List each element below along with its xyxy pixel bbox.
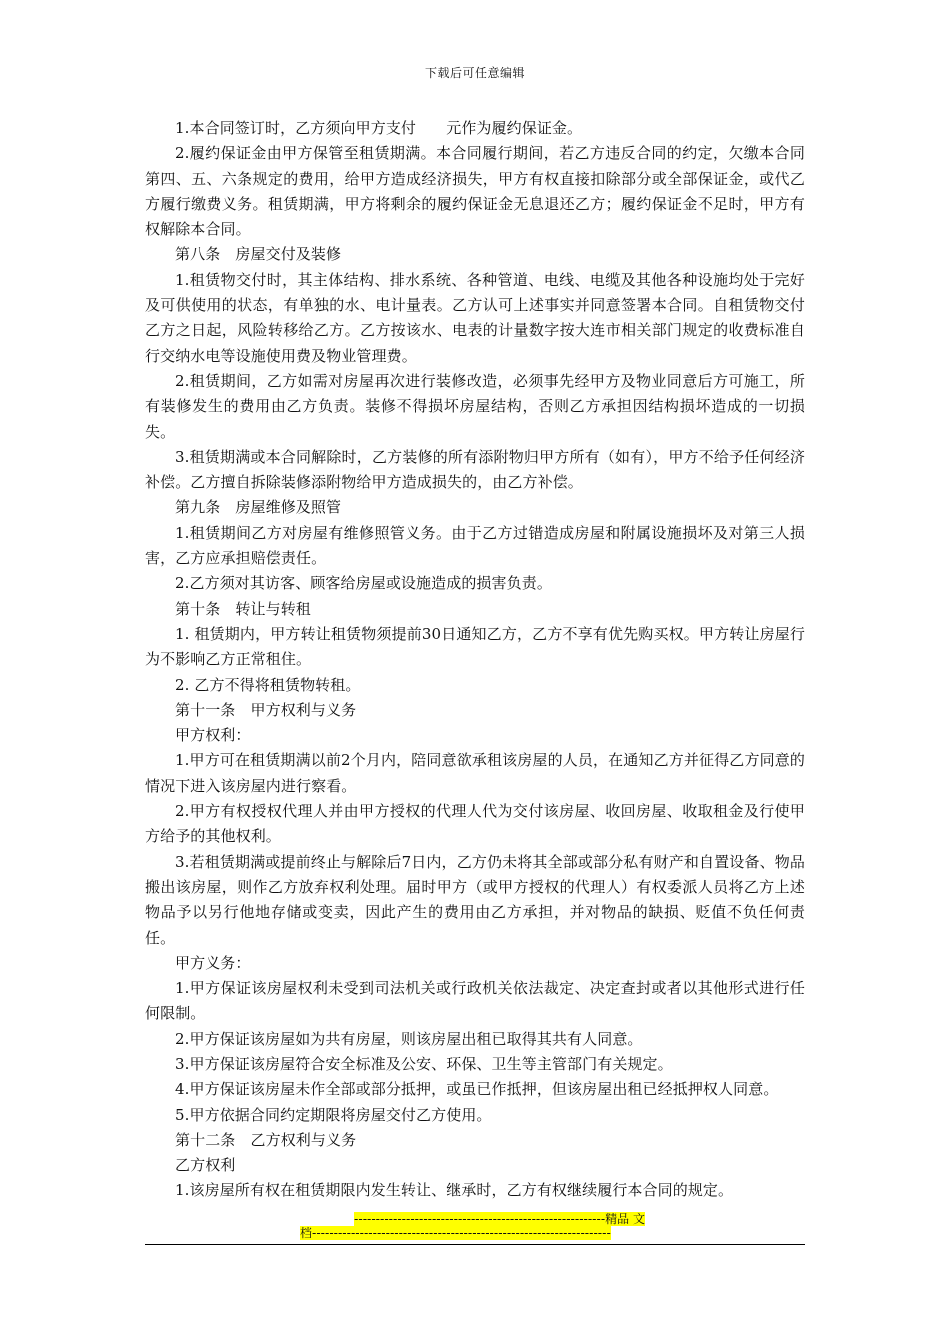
paragraph: 3.租赁期满或本合同解除时，乙方装修的所有添附物归甲方所有（如有），甲方不给予任何经济补偿。乙方擅自拆除装修添附物给甲方造成损失的，由乙方补偿。 — [145, 447, 805, 492]
article-heading: 第十一条 甲方权利与义务 — [175, 700, 357, 719]
footer-line — [300, 1212, 645, 1226]
footer-highlight: ----------------------------------------------------------精品 文 — [354, 1212, 645, 1226]
paragraph: 2.甲方有权授权代理人并由甲方授权的代理人代为交付该房屋、收回房屋、收取租金及行使甲方给予的其他权利。 — [145, 802, 805, 846]
document-body — [145, 116, 805, 1204]
article-heading: 第九条 房屋维修及照管 — [175, 498, 342, 517]
paragraph: 1.本合同签订时，乙方须向甲方支付 元作为履约保证金。 — [175, 119, 583, 137]
page-footer — [300, 1212, 645, 1240]
sub-heading: 乙方权利 — [175, 1156, 236, 1175]
sub-heading: 甲方权利： — [175, 726, 251, 745]
paragraph: 1.该房屋所有权在租赁期限内发生转让、继承时，乙方有权继续履行本合同的规定。 — [175, 1181, 734, 1200]
paragraph: 3.甲方保证该房屋符合安全标准及公安、环保、卫生等主管部门有关规定。 — [175, 1054, 673, 1073]
footer-line — [300, 1226, 645, 1240]
footer-highlight: 档--------------------------------------------------------------------- — [300, 1226, 611, 1240]
paragraph: 4.甲方保证该房屋未作全部或部分抵押，或虽已作抵押，但该房屋出租已经抵押权人同意。 — [175, 1080, 779, 1099]
article-heading: 第十二条 乙方权利与义务 — [175, 1130, 357, 1149]
footer-divider — [145, 1244, 805, 1245]
page-header: 下载后可任意编辑 — [424, 66, 525, 80]
paragraph: 2.履约保证金由甲方保管至租赁期满。本合同履行期间，若乙方违反合同的约定，欠缴本合同第四、五、六条规定的费用，给甲方造成经济损失，甲方有权直接扣除部分或全部保证金，或代乙方履行缴费义务。租赁期满，甲方将剩余的履约保证金无息退还乙方；履约保证金不足时，甲方有权解除本合同。 — [145, 144, 805, 239]
sub-heading: 甲方义务： — [175, 953, 251, 972]
paragraph: 5.甲方依据合同约定期限将房屋交付乙方使用。 — [175, 1105, 492, 1124]
article-heading: 第十条 转让与转租 — [175, 599, 311, 618]
paragraph: 2. 乙方不得将租赁物转租。 — [175, 675, 361, 694]
paragraph: 2.租赁期间，乙方如需对房屋再次进行装修改造，必须事先经甲方及物业同意后方可施工，所有装修发生的费用由乙方负责。装修不得损坏房屋结构，否则乙方承担因结构损坏造成的一切损失。 — [145, 371, 805, 441]
paragraph: 1.甲方可在租赁期满以前2个月内，陪同意欲承租该房屋的人员，在通知乙方并征得乙方同意的情况下进入该房屋内进行察看。 — [145, 751, 805, 795]
paragraph: 1.租赁物交付时，其主体结构、排水系统、各种管道、电线、电缆及其他各种设施均处于完好及可供使用的状态，有单独的水、电计量表。乙方认可上述事实并同意签署本合同。自租赁物交付乙方之日起，风险转移给乙方。乙方按该水、电表的计量数字按大连市相关部门规定的收费标准自行交纳水电等设施使用费及物业管理费。 — [145, 270, 805, 365]
paragraph: 2.甲方保证该房屋如为共有房屋，则该房屋出租已取得其共有人同意。 — [175, 1029, 643, 1048]
paragraph: 1.甲方保证该房屋权利未受到司法机关或行政机关依法裁定、决定查封或者以其他形式进行任何限制。 — [145, 979, 805, 1023]
article-heading: 第八条 房屋交付及装修 — [175, 245, 342, 264]
paragraph: 1.租赁期间乙方对房屋有维修照管义务。由于乙方过错造成房屋和附属设施损坏及对第三人损害，乙方应承担赔偿责任。 — [145, 523, 805, 568]
paragraph: 2.乙方须对其访客、顾客给房屋或设施造成的损害负责。 — [175, 574, 552, 593]
paragraph: 1. 租赁期内，甲方转让租赁物须提前30日通知乙方，乙方不享有优先购买权。甲方转让房屋行为不影响乙方正常租住。 — [145, 624, 805, 669]
paragraph: 3.若租赁期满或提前终止与解除后7日内，乙方仍未将其全部或部分私有财产和自置设备、物品搬出该房屋，则作乙方放弃权利处理。届时甲方（或甲方授权的代理人）有权委派人员将乙方上述物品予以另行他地存储或变卖，因此产生的费用由乙方承担，并对物品的缺损、贬值不负任何责任。 — [145, 852, 805, 947]
